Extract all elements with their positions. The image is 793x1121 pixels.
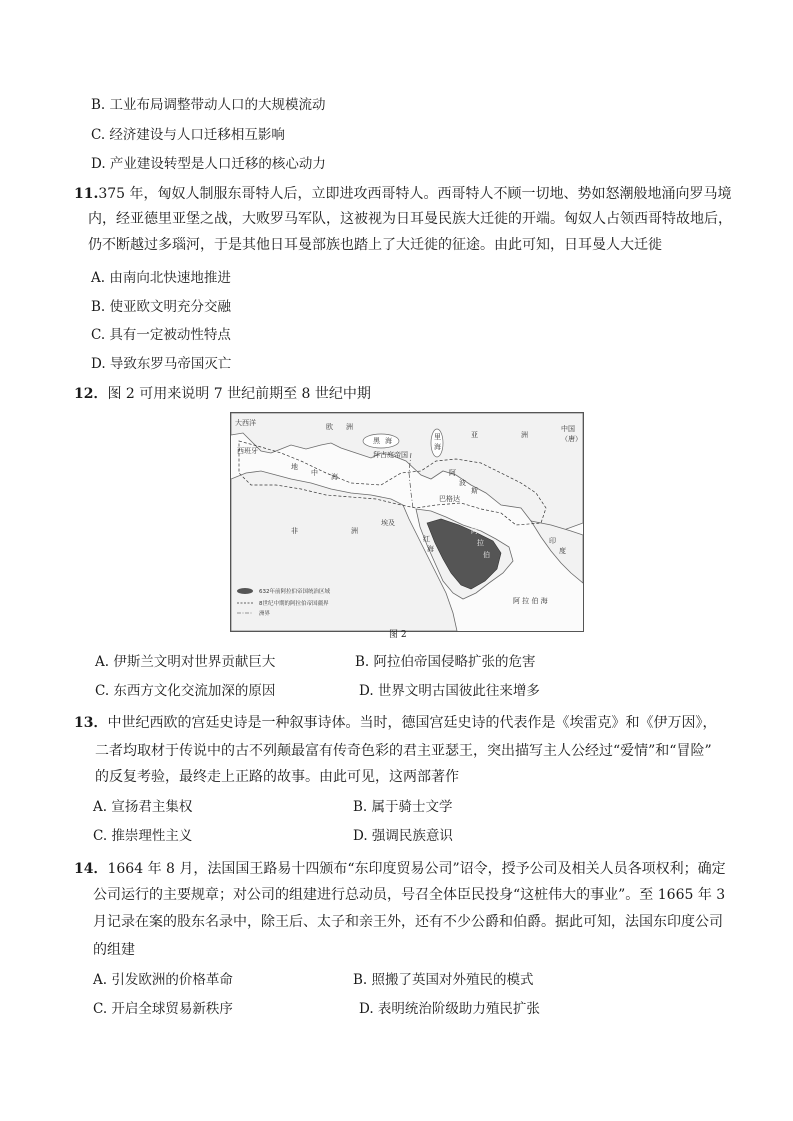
label-africa: 非 bbox=[291, 527, 298, 535]
q14-text-1: 1664 年 8 月，法国国王路易十四颁布“东印度贸易公司”诏令，授予公司及相关人员各项权利；确定 bbox=[107, 861, 726, 877]
label-persia: 波 bbox=[459, 479, 466, 487]
q10-option-c: C. 经济建设与人口迁移相互影响 bbox=[91, 127, 285, 143]
q14-option-a: A. 引发欧洲的价格革命 bbox=[93, 972, 233, 988]
label-black-sea: 黑 bbox=[373, 437, 380, 445]
figure-2-map bbox=[230, 412, 584, 632]
label-europe: 欧 bbox=[326, 423, 333, 431]
label-baghdad: 巴格达 bbox=[439, 495, 460, 503]
label-arabia3: 伯 bbox=[483, 551, 490, 559]
q11-option-c: C. 具有一定被动性特点 bbox=[91, 327, 231, 343]
q11-option-b: B. 使亚欧文明充分交融 bbox=[91, 299, 232, 315]
black-sea bbox=[363, 434, 399, 448]
q14-stem-line3: 月记录在案的股东名录中，除王后、太子和亲王外，还有不少公爵和伯爵。据此可知，法国东印度公司 bbox=[93, 914, 723, 930]
label-china: 中国 bbox=[561, 425, 575, 433]
label-europe2: 洲 bbox=[346, 423, 353, 431]
label-asia: 亚 bbox=[471, 431, 478, 439]
label-med3: 海 bbox=[331, 473, 338, 481]
q13-number: 13． bbox=[74, 715, 108, 731]
label-tang: （唐） bbox=[561, 435, 582, 443]
q11-stem-line1 bbox=[74, 185, 732, 203]
q12-stem bbox=[74, 385, 371, 403]
q12-option-c: C. 东西方文化交流加深的原因 bbox=[95, 683, 276, 699]
label-aral: 阿 bbox=[449, 469, 456, 477]
q13-option-a: A. 宣扬君主集权 bbox=[93, 799, 193, 815]
q13-text-1: 中世纪西欧的宫廷史诗是一种叙事诗体。当时，德国宫廷史诗的代表作是《埃雷克》和《伊万因》， bbox=[107, 715, 717, 731]
q13-stem-line3: 的反复考验，最终走上正路的故事。由此可见，这两部著作 bbox=[95, 769, 459, 785]
label-persia2: 斯 bbox=[471, 487, 478, 495]
legend-empire: 632年前阿拉伯帝国统治区域 bbox=[259, 589, 330, 595]
q14-stem-line1 bbox=[74, 860, 726, 878]
label-red-sea2: 海 bbox=[427, 545, 434, 553]
legend-boundary: 8世纪中期的阿拉伯帝国疆界 bbox=[259, 601, 329, 607]
q11-stem-line3: 仍不断越过多瑙河，于是其他日耳曼部族也踏上了大迁徙的征途。由此可知，日耳曼人大迁徙 bbox=[88, 237, 662, 253]
india-landmass bbox=[531, 521, 583, 583]
q14-option-b: B. 照搬了英国对外殖民的模式 bbox=[353, 972, 534, 988]
q14-number: 14． bbox=[74, 861, 108, 877]
legend-swatch-empire bbox=[237, 588, 253, 594]
q13-stem-line2: 二者均取材于传说中的古不列颠最富有传奇色彩的君主亚瑟王，突出描写主人公经过“爱情”和“冒险” bbox=[95, 743, 712, 759]
label-caspian2: 海 bbox=[434, 443, 441, 451]
q11-stem-line2: 内，经亚德里亚堡之战，大败罗马军队，这被视为日耳曼民族大迁徙的开端。匈奴人占领西哥特故地后， bbox=[88, 211, 732, 227]
q10-option-b: B. 工业布局调整带动人口的大规模流动 bbox=[91, 97, 326, 113]
q13-option-c: C. 推崇理性主义 bbox=[93, 828, 193, 844]
q14-option-c: C. 开启全球贸易新秩序 bbox=[93, 1001, 233, 1017]
q11-number: 11. bbox=[74, 186, 99, 202]
label-med: 地 bbox=[291, 463, 298, 471]
label-atlantic: 大西洋 bbox=[235, 419, 256, 427]
label-arabian-sea: 阿 拉 伯 海 bbox=[513, 597, 548, 605]
label-black-sea2: 海 bbox=[385, 437, 392, 445]
q12-number: 12． bbox=[74, 386, 108, 402]
legend-continent: 洲界 bbox=[259, 611, 271, 617]
q13-option-b: B. 属于骑士文学 bbox=[353, 799, 453, 815]
figure-caption: 图 2 bbox=[389, 630, 407, 640]
label-india: 印 bbox=[549, 537, 556, 545]
label-caspian: 里 bbox=[434, 433, 441, 441]
label-india2: 度 bbox=[559, 547, 566, 555]
q12-option-d: D. 世界文明古国彼此往来增多 bbox=[359, 683, 540, 699]
label-red-sea: 红 bbox=[423, 535, 430, 543]
q12-option-a: A. 伊斯兰文明对世界贡献巨大 bbox=[95, 654, 276, 670]
label-med2: 中 bbox=[311, 469, 318, 477]
q13-option-d: D. 强调民族意识 bbox=[353, 828, 453, 844]
q11-option-a: A. 由南向北快速地推进 bbox=[91, 270, 231, 286]
q12-option-b: B. 阿拉伯帝国侵略扩张的危害 bbox=[355, 654, 536, 670]
q14-stem-line4: 的组建 bbox=[93, 942, 135, 958]
q12-text: 图 2 可用来说明 7 世纪前期至 8 世纪中期 bbox=[107, 386, 371, 402]
label-asia2: 洲 bbox=[521, 431, 528, 439]
label-egypt: 埃及 bbox=[381, 519, 395, 527]
africa-landmass bbox=[231, 471, 457, 631]
label-byzantium: 拜占庭帝国 bbox=[373, 451, 408, 459]
label-spain: 西班牙 bbox=[237, 447, 258, 455]
q10-option-d: D. 产业建设转型是人口迁移的核心动力 bbox=[91, 156, 326, 172]
q14-option-d: D. 表明统治阶级助力殖民扩张 bbox=[359, 1001, 540, 1017]
q11-option-d: D. 导致东罗马帝国灭亡 bbox=[91, 356, 232, 372]
label-africa2: 洲 bbox=[351, 527, 358, 535]
q13-stem-line1 bbox=[74, 714, 716, 732]
q11-text-1: 375 年，匈奴人制服东哥特人后，立即进攻西哥特人。西哥特人不顾一切地、势如怒潮般地涌向罗马境 bbox=[98, 186, 732, 202]
label-arabia: 阿 bbox=[471, 527, 478, 535]
q14-stem-line2: 公司运行的主要规章；对公司的组建进行总动员，号召全体臣民投身“这桩伟大的事业”。至 1665 年 3 bbox=[93, 887, 726, 903]
label-arabia2: 拉 bbox=[477, 539, 484, 547]
map-svg bbox=[231, 413, 583, 631]
